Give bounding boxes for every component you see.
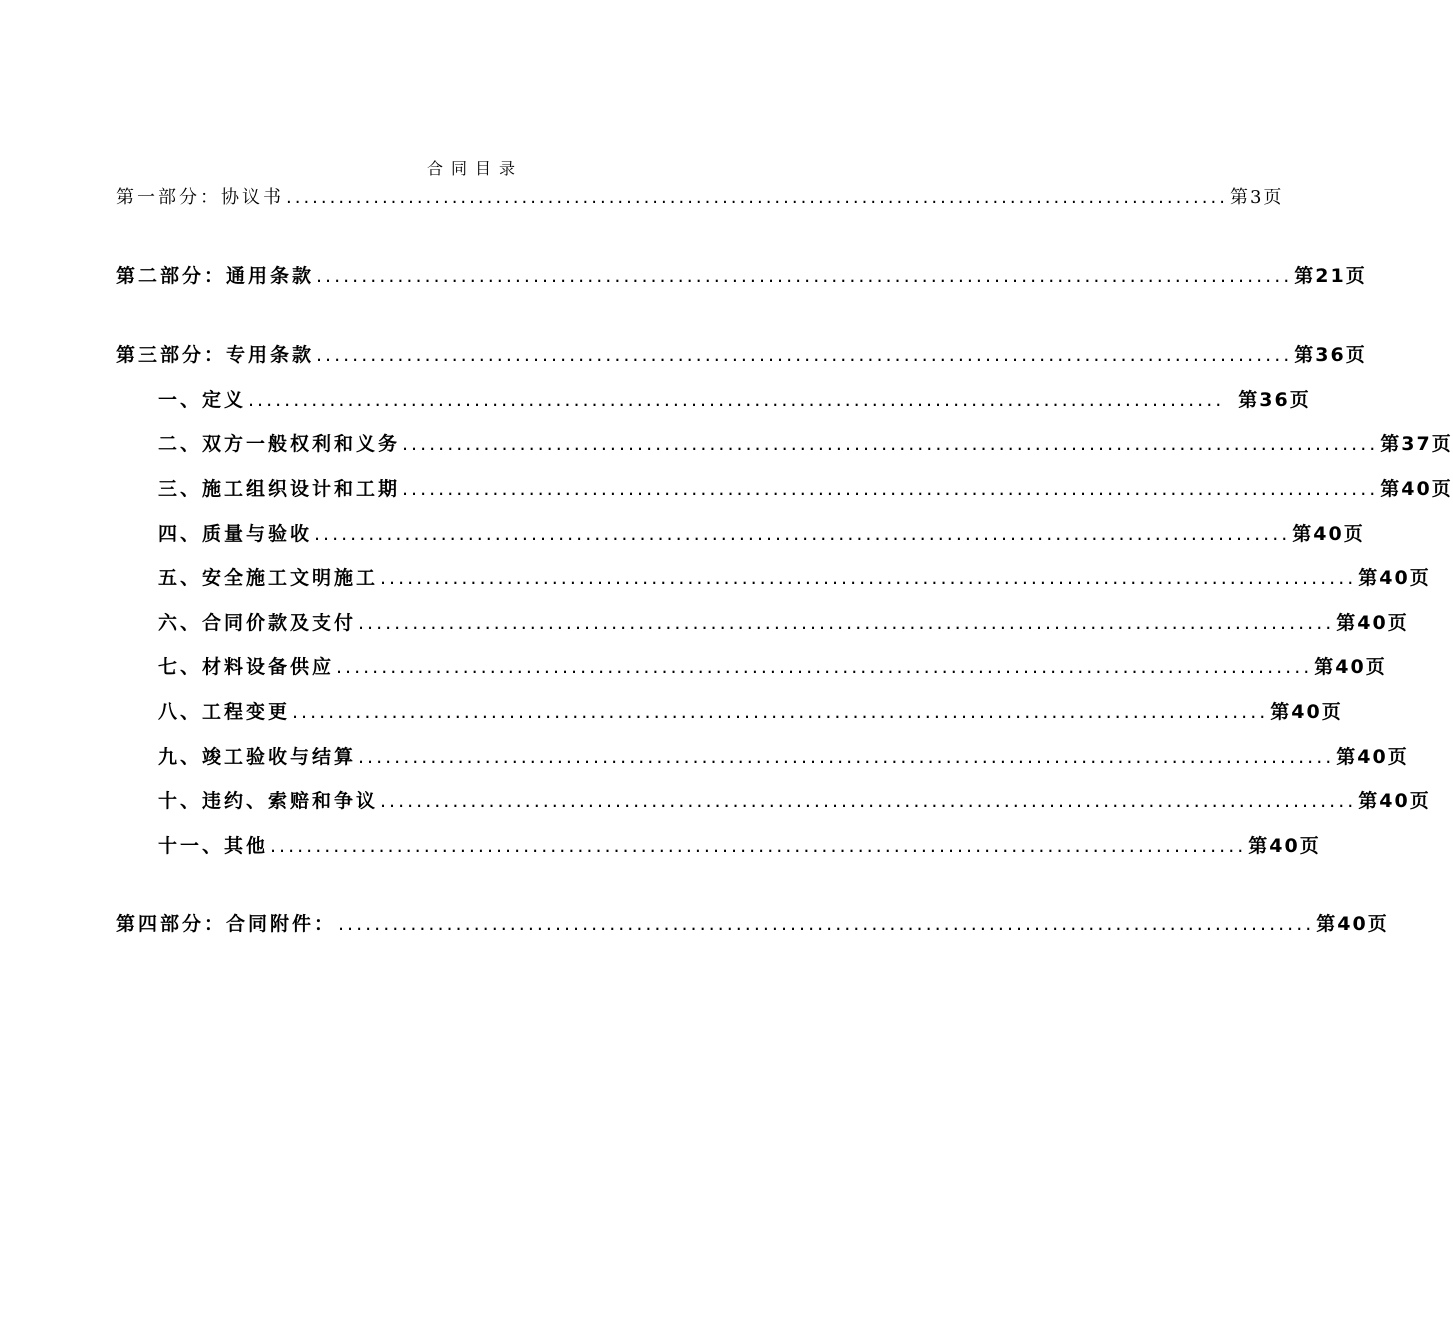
toc-entry-page: 第36页 [1294, 344, 1367, 366]
dot-leader: ............................................................................................................ [358, 746, 1335, 768]
dot-leader: ............................................................................................................ [316, 344, 1293, 366]
toc-entry-label: 一、定义 [158, 389, 247, 411]
toc-entry-label: 第四部分：合同附件： [116, 913, 337, 935]
dot-leader: ............................................................................................................ [286, 187, 1228, 208]
toc-entry-section-3[interactable] [158, 474, 1453, 501]
toc-entry-section-10[interactable] [158, 786, 1431, 813]
dot-leader: ............................................................................................................ [380, 790, 1357, 812]
toc-entry-page: 第21页 [1294, 265, 1367, 287]
toc-entry-label: 六、合同价款及支付 [158, 612, 357, 634]
toc-entry-part-4[interactable] [116, 909, 1389, 936]
dot-leader: ............................................................................................................ [358, 612, 1335, 634]
toc-entry-page: 第40页 [1270, 701, 1343, 723]
toc-entry-section-9[interactable] [158, 742, 1409, 769]
toc-entry-page: 第40页 [1336, 746, 1409, 768]
toc-entry-label: 七、材料设备供应 [158, 656, 335, 678]
dot-leader: ............................................................................................................ [336, 656, 1313, 678]
dot-leader: ............................................................................................................ [248, 389, 1225, 411]
dot-leader: ............................................................................................................ [338, 913, 1315, 935]
toc-entry-label: 第二部分：通用条款 [116, 265, 315, 287]
toc-entry-label: 八、工程变更 [158, 701, 291, 723]
toc-entry-section-8[interactable] [158, 697, 1343, 724]
toc-entry-label: 九、竣工验收与结算 [158, 746, 357, 768]
dot-leader: ............................................................................................................ [402, 433, 1379, 455]
toc-entry-section-5[interactable] [158, 563, 1431, 590]
toc-entry-part-3[interactable] [116, 340, 1367, 367]
toc-entry-label: 十一、其他 [158, 835, 269, 857]
toc-entry-page: 第37页 [1380, 433, 1453, 455]
toc-entry-label: 五、安全施工文明施工 [158, 567, 379, 589]
toc-entry-page: 第40页 [1316, 913, 1389, 935]
toc-entry-section-7[interactable] [158, 652, 1387, 679]
toc-entry-section-1[interactable] [158, 385, 1311, 412]
toc-entry-page: 第40页 [1336, 612, 1409, 634]
toc-entry-label: 十、违约、索赔和争议 [158, 790, 379, 812]
toc-entry-label: 二、双方一般权利和义务 [158, 433, 401, 455]
dot-leader: ............................................................................................................ [402, 478, 1379, 500]
toc-entry-label: 三、施工组织设计和工期 [158, 478, 401, 500]
toc-entry-page: 第40页 [1248, 835, 1321, 857]
dot-leader: ............................................................................................................ [292, 701, 1269, 723]
toc-entry-label: 第三部分：专用条款 [116, 344, 315, 366]
toc-entry-label: 第一部分：协议书 [116, 187, 284, 208]
dot-leader: ............................................................................................................ [314, 523, 1291, 545]
toc-entry-page: 第40页 [1314, 656, 1387, 678]
toc-entry-part-2[interactable] [116, 261, 1367, 288]
toc-entry-page: 第40页 [1358, 567, 1431, 589]
toc-entry-section-11[interactable] [158, 831, 1321, 858]
toc-entry-page: 第40页 [1292, 523, 1365, 545]
toc-entry-label: 四、质量与验收 [158, 523, 313, 545]
toc-entry-section-6[interactable] [158, 608, 1409, 635]
dot-leader: ............................................................................................................ [270, 835, 1247, 857]
toc-entry-section-4[interactable] [158, 519, 1365, 546]
toc-entry-page: 第3页 [1229, 187, 1284, 208]
toc-entry-page: 第36页 [1238, 389, 1311, 411]
dot-leader: ............................................................................................................ [316, 265, 1293, 287]
toc-title: 合同目录 [426, 159, 523, 178]
toc-entry-part-1[interactable] [116, 183, 1284, 209]
toc-entry-page: 第40页 [1380, 478, 1453, 500]
toc-entry-section-2[interactable] [158, 429, 1453, 456]
toc-entry-page: 第40页 [1358, 790, 1431, 812]
dot-leader: ............................................................................................................ [380, 567, 1357, 589]
